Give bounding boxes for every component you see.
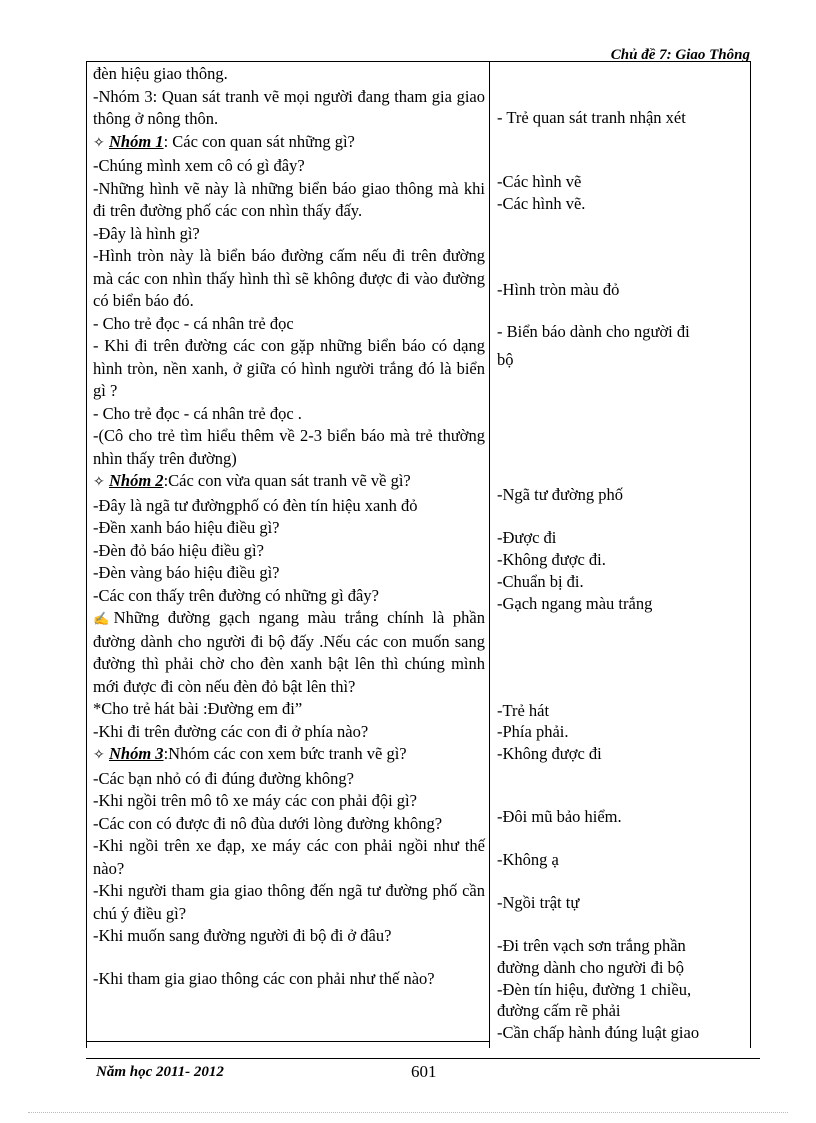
line: -Đền xanh báo hiệu điều gì? <box>93 518 280 537</box>
line: -Những hình vẽ này là những biển báo giao thông mà khi đi trên đường phố các con nhìn thấy đấy. <box>93 178 485 220</box>
response-line: -Phía phải. <box>497 722 569 741</box>
teacher-activities-column <box>93 63 485 990</box>
note-line <box>93 607 485 698</box>
line: - Cho trẻ đọc - cá nhân trẻ đọc <box>93 313 294 333</box>
response-line: -Cần chấp hành đúng luật giao <box>497 1023 700 1042</box>
response-line: -Không được đi. <box>497 550 606 569</box>
table-bottom-rule <box>86 1041 490 1042</box>
group-2-label: Nhóm 2 <box>109 471 164 490</box>
note-text: Những đường gạch ngang màu trắng chính là phần đường dành cho người đi bộ đấy .Nếu các con muốn sang đường thì phải chờ cho đèn xanh bật lên thì chúng mình mới được đi còn nếu đèn đỏ bật lên thì? <box>93 608 485 696</box>
page-header-title: Chủ đề 7: Giao Thông <box>610 47 750 63</box>
line: -Đèn đỏ báo hiệu điều gì? <box>93 540 264 560</box>
response-line: -Ngồi trật tự <box>497 893 580 912</box>
response-line: -Các hình vẽ <box>497 172 582 191</box>
response-line: - Biển báo dành cho người đi <box>497 322 690 341</box>
group-3-label: Nhóm 3 <box>109 744 164 763</box>
line: - Cho trẻ đọc - cá nhân trẻ đọc . <box>93 403 302 423</box>
diamond-star-icon: ✧ <box>93 748 105 763</box>
response-line: -Đi trên vạch sơn trắng phần <box>497 936 686 955</box>
pen-writing-icon: ✍ <box>93 611 114 626</box>
response-line: -Trẻ hát <box>497 701 550 720</box>
response-line: bộ <box>497 350 514 369</box>
line: -Đây là ngã tư đườngphố có đèn tín hiệu xanh đỏ <box>93 495 418 515</box>
diamond-star-icon: ✧ <box>93 475 105 490</box>
line: *Cho trẻ hát bài :Đường em đi” <box>93 699 303 718</box>
group-2-question: :Các con vừa quan sát tranh vẽ về gì? <box>163 471 411 490</box>
group-1-line <box>93 131 485 156</box>
response-line: -Đôi mũ bảo hiểm. <box>497 807 622 826</box>
line: -Các bạn nhỏ có đi đúng đường không? <box>93 768 354 788</box>
group-2-line <box>93 470 485 495</box>
line: -Khi ngồi trên mô tô xe máy các con phải đội gì? <box>93 791 417 810</box>
line: -Khi người tham gia giao thông đến ngã tư đường phố cần chú ý điều gì? <box>93 881 485 923</box>
footer-school-year: Năm học 2011- 2012 <box>96 1064 224 1080</box>
line: -Đây là hình gì? <box>93 223 200 243</box>
line: -Khi tham gia giao thông các con phải như thế nào? <box>93 968 435 988</box>
response-line: -Các hình vẽ. <box>497 194 586 213</box>
response-line: -Chuẩn bị đi. <box>497 572 584 591</box>
line: đèn hiệu giao thông. <box>93 64 228 83</box>
response-line: - Trẻ quan sát tranh nhận xét <box>497 108 686 127</box>
line: -Khi đi trên đường các con đi ở phía nào? <box>93 721 369 741</box>
response-line: -Đèn tín hiệu, đường 1 chiều, <box>497 980 692 999</box>
line: -Đèn vàng báo hiệu điều gì? <box>93 563 280 582</box>
line: -(Cô cho trẻ tìm hiểu thêm về 2-3 biển báo mà trẻ thường nhìn thấy trên đường) <box>93 426 485 468</box>
line: -Hình tròn này là biển báo đường cấm nếu đi trên đường mà các con nhìn thấy hình thì sẽ không được đi vào đường có biển báo đó. <box>93 246 485 310</box>
group-1-question: : Các con quan sát những gì? <box>163 131 355 151</box>
response-line: -Ngã tư đường phố <box>497 485 624 504</box>
page-number: 601 <box>411 1062 437 1081</box>
line: -Khi ngồi trên xe đạp, xe máy các con phải ngồi như thế nào? <box>93 836 485 878</box>
diamond-star-icon: ✧ <box>93 135 105 151</box>
column-divider <box>489 61 490 1048</box>
line: -Các con thấy trên đường có những gì đây? <box>93 585 379 605</box>
line: -Khi muốn sang đường người đi bộ đi ở đâu? <box>93 926 392 945</box>
line: -Nhóm 3: Quan sát tranh vẽ mọi người đang tham gia giao thông ở nông thôn. <box>93 86 485 128</box>
line: -Chúng mình xem cô có gì đây? <box>93 156 305 175</box>
response-line: -Hình tròn màu đỏ <box>497 280 620 299</box>
response-line: đường dành cho người đi bộ <box>497 958 685 977</box>
group-1-label: Nhóm 1 <box>109 131 164 151</box>
response-line: đường cấm rẽ phải <box>497 1001 621 1020</box>
response-line: -Gạch ngang màu trắng <box>497 594 653 613</box>
line: - Khi đi trên đường các con gặp những biển báo có dạng hình tròn, nền xanh, ở giữa có hình người trắng đó là biển gì ? <box>93 336 485 400</box>
group-3-question: :Nhóm các con xem bức tranh vẽ gì? <box>163 744 407 763</box>
page-edge-dots <box>28 1112 788 1113</box>
footer-rule <box>86 1058 760 1059</box>
response-line: -Không ạ <box>497 850 559 869</box>
response-line: -Không được đi <box>497 744 602 763</box>
line: -Các con có được đi nô đùa dưới lòng đường không? <box>93 813 443 833</box>
response-line: -Được đi <box>497 528 557 547</box>
group-3-line <box>93 743 485 768</box>
